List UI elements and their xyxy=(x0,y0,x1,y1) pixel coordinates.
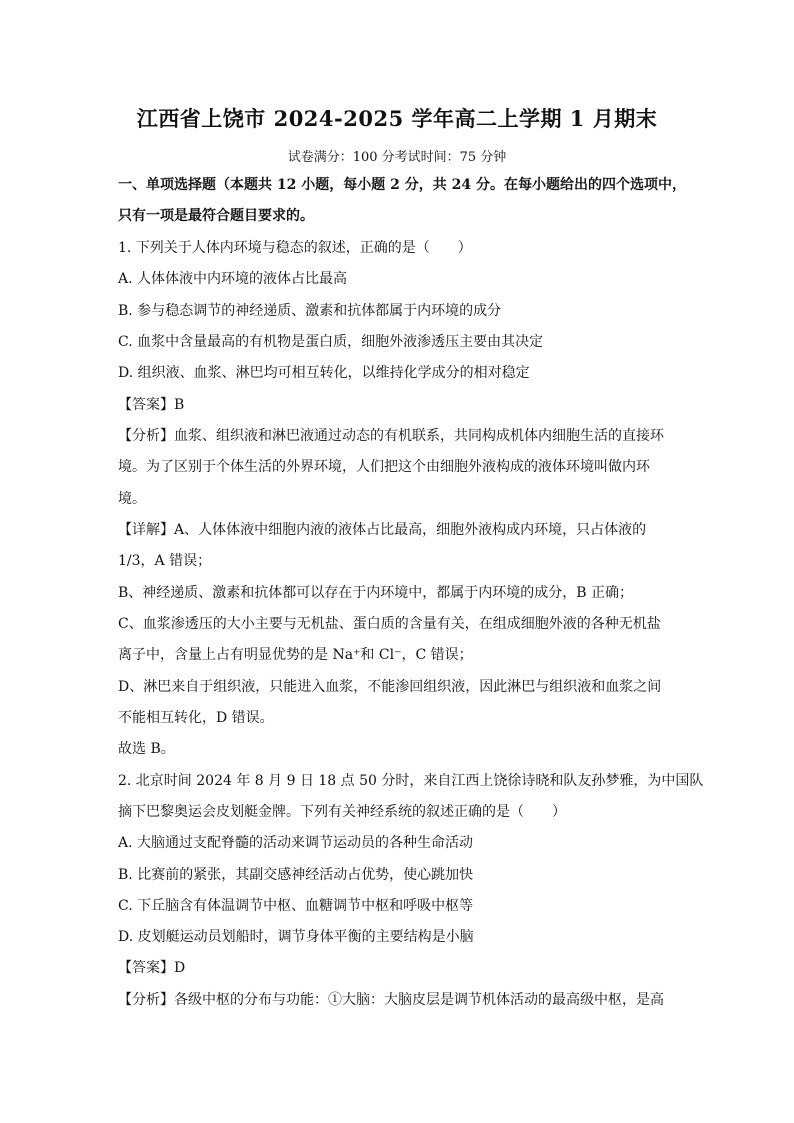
question-stem: 1. 下列关于人体内环境与稳态的叙述，正确的是（ ） xyxy=(118,240,472,256)
exam-info: 试卷满分：100 分考试时间：75 分钟 xyxy=(287,150,507,165)
detail-line: B、神经递质、激素和抗体都可以存在于内环境中，都属于内环境的成分，B 正确； xyxy=(118,585,634,601)
question-stem: 摘下巴黎奥运会皮划艇金牌。下列有关神经系统的叙述正确的是（ ） xyxy=(118,804,566,820)
detail-line: 1/3，A 错误； xyxy=(118,553,212,569)
section-heading-line: 只有一项是最符合题目要求的。 xyxy=(118,208,314,224)
page-title: 江西省上饶市 2024-2025 学年高二上学期 1 月期末 xyxy=(136,106,658,131)
analysis-line: 境。为了区别于个体生活的外界环境，人们把这个由细胞外液构成的液体环境叫做内环 xyxy=(118,459,650,475)
option-c: C. 下丘脑含有体温调节中枢、血糖调节中枢和呼吸中枢等 xyxy=(118,898,474,914)
option-d: D. 皮划艇运动员划船时，调节身体平衡的主要结构是小脑 xyxy=(118,929,474,945)
analysis-line: 【分析】各级中枢的分布与功能：①大脑：大脑皮层是调节机体活动的最高级中枢，是高 xyxy=(118,992,664,1008)
option-b: B. 参与稳态调节的神经递质、激素和抗体都属于内环境的成分 xyxy=(118,303,502,319)
option-a: A. 大脑通过支配脊髓的活动来调节运动员的各种生命活动 xyxy=(118,835,474,851)
option-c: C. 血浆中含量最高的有机物是蛋白质，细胞外液渗透压主要由其决定 xyxy=(118,334,544,350)
question-stem: 2. 北京时间 2024 年 8 月 9 日 18 点 50 分时，来自江西上饶徐诗晓和队友孙梦雅，为中国队 xyxy=(118,773,704,789)
option-d: D. 组织液、血浆、淋巴均可相互转化，以维持化学成分的相对稳定 xyxy=(118,365,530,381)
answer-line: 【答案】D xyxy=(118,960,186,976)
analysis-line: 境。 xyxy=(118,491,146,507)
detail-line: 不能相互转化，D 错误。 xyxy=(118,710,274,726)
detail-line: C、血浆渗透压的大小主要与无机盐、蛋白质的含量有关，在组成细胞外液的各种无机盐 xyxy=(118,616,661,632)
detail-line: 离子中，含量上占有明显优势的是 Na⁺和 Cl⁻，C 错误； xyxy=(118,647,473,663)
section-heading-line: 一、单项选择题（本题共 12 小题，每小题 2 分，共 24 分。在每小题给出的四个选项中， xyxy=(118,177,686,193)
option-a: A. 人体体液中内环境的液体占比最高 xyxy=(118,271,348,287)
detail-line: D、淋巴来自于组织液，只能进入血浆，不能渗回组织液，因此淋巴与组织液和血浆之间 xyxy=(118,679,662,695)
option-b: B. 比赛前的紧张，其副交感神经活动占优势，使心跳加快 xyxy=(118,867,474,883)
detail-line: 【详解】A、人体体液中细胞内液的液体占比最高，细胞外液构成内环境，只占体液的 xyxy=(118,522,647,538)
answer-line: 【答案】B xyxy=(118,397,185,413)
conclusion-line: 故选 B。 xyxy=(118,741,175,757)
analysis-line: 【分析】血浆、组织液和淋巴液通过动态的有机联系，共同构成机体内细胞生活的直接环 xyxy=(118,428,664,444)
